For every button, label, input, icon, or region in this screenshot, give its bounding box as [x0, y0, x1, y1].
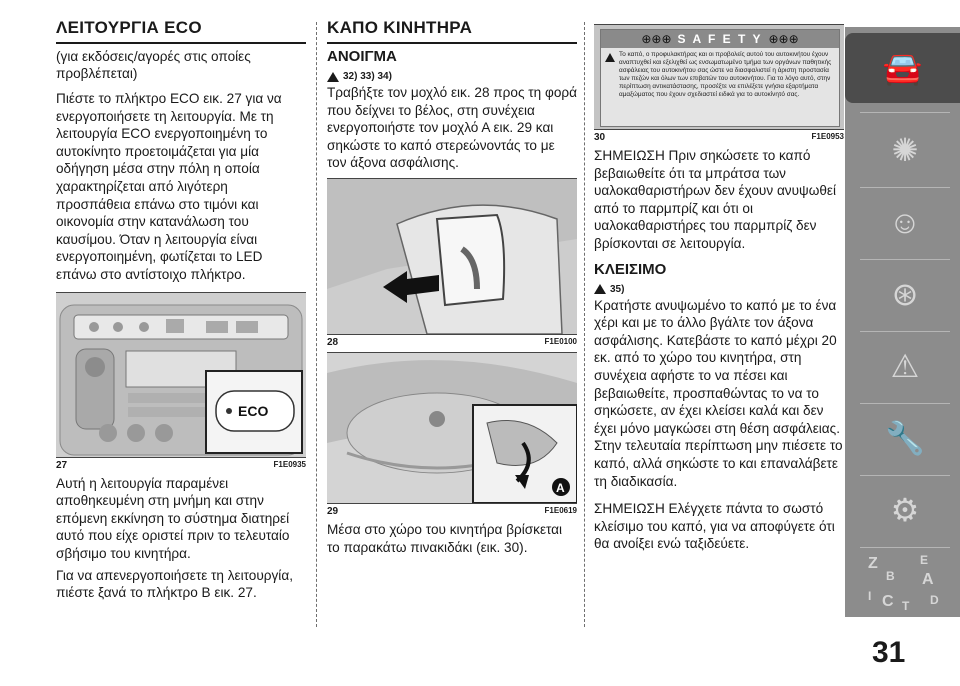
tab-technical-data[interactable]: [855, 475, 955, 545]
figure-code: F1E0935: [273, 459, 306, 469]
airbag-icon: ☺: [888, 203, 922, 240]
wrench-icon: 🔧: [885, 420, 925, 456]
svg-text:C: C: [882, 593, 894, 610]
safety-text: Το καπό, ο προφυλακτήρας και οι προβολείς αυτού του αυτοκινήτου έχουν αναπτυχθεί και εξελιχθεί ως ενσωματωμένο τμήμα των οργάνων παθητικής ασφάλειας του αυτοκινήτου σας ώστε να διασφαλιστεί η άριστη προστασία των πεζών και όλων των επιβατών του αυτοκινήτου. Για το λόγο αυτό, στην περίπτωση αντικατάστασης, προσέξτε να επιλέξετε γνήσια εξαρτήματα αμαξώματος που έχουν σχεδιαστεί ειδικά για το αυτοκίνητό σας.: [619, 51, 832, 98]
figure-number: 29: [327, 505, 339, 517]
eco-paragraph-1: Πιέστε το πλήκτρο ECO εικ. 27 για να ενεργοποιήσετε τη λειτουργία. Με τη λειτουργία ECO ενεργοποιημένη το αυτοκίνητο προετοιμάζεται για μία οδήγηση μέσα στην πόλη η οποία χαρακτηρίζεται από λιγότερη προσπάθεια επάνω στο τιμόνι και οικονομία στην κατανάλωση του καυσίμου. Όταν η λειτουργία είναι ενεργοποιημένη, φωτίζεται το LED επάνω στο αντίστοιχο πλήκτρο.: [56, 91, 282, 282]
tab-dashboard-lights[interactable]: [855, 115, 955, 185]
eco-paragraph-3: Για να απενεργοποιήσετε τη λειτουργία, πιέστε ξανά το πλήκτρο Β εικ. 27.: [56, 567, 293, 601]
column-divider: [316, 22, 317, 627]
tab-maintenance[interactable]: [855, 403, 955, 473]
figure-number: 27: [56, 459, 68, 471]
target-icon: ⊕⊕⊕: [768, 32, 799, 46]
closing-note-2: ΣΗΜΕΙΩΣΗ Ελέγχετε πάντα το σωστό κλείσιμο του καπό, για να αποφύγετε ότι θα ανοίξει ενώ ταξιδεύετε.: [594, 501, 835, 552]
chapter-sidebar: [845, 27, 960, 617]
figure-27-caption: [56, 460, 306, 471]
tab-emergency[interactable]: [855, 331, 955, 401]
tab-safety[interactable]: [855, 187, 955, 257]
eco-subtitle: (για εκδόσεις/αγορές στις οποίες προβλέπεται): [56, 49, 251, 81]
figure-code: F1E0619: [544, 505, 577, 515]
label-paragraph: Μέσα στο χώρο του κινητήρα βρίσκεται το παρακάτω πινακιδάκι (εικ. 30).: [327, 521, 563, 555]
warning-lights-icon: ✺: [891, 132, 919, 168]
svg-text:A: A: [922, 571, 934, 588]
column-bonnet: [327, 18, 577, 560]
figure-29: [327, 352, 577, 504]
figure-number: 28: [327, 336, 339, 348]
warning-triangle-icon: [605, 51, 615, 99]
bonnet-latch-illustration: [327, 353, 577, 503]
svg-text:I: I: [868, 589, 872, 603]
page-number: 31: [872, 636, 906, 669]
figure-29-caption: [327, 506, 577, 517]
latch-label: A: [556, 480, 565, 495]
opening-paragraph: Τραβήξτε τον μοχλό εικ. 28 προς τη φορά που δείχνει το βέλος, στη συνέχεια ενεργοποιήστε τον μοχλό Α εικ. 29 και σηκώστε το καπό στερεώνοντάς το με τον άξονα ασφάλισης.: [327, 85, 577, 171]
target-icon: ⊕⊕⊕: [641, 32, 672, 46]
reference-numbers: 32) 33) 34): [343, 71, 392, 82]
warning-triangle-icon: [594, 284, 606, 294]
figure-27: [56, 292, 306, 458]
safety-heading: S A F E T Y: [677, 32, 763, 46]
eco-paragraph-2: Αυτή η λειτουργία παραμένει αποθηκευμένη στη μνήμη και στην επόμενη εκκίνηση το σύστημα διατηρεί αυτό που είχε οριστεί πριν το τελευταίο σβήσιμο του κινητήρα.: [56, 475, 290, 561]
tab-driving[interactable]: [855, 259, 955, 329]
section-closing: ΚΛΕΙΣΙΜΟ: [594, 260, 667, 278]
column-closing: [594, 18, 844, 557]
warning-references: [327, 71, 577, 82]
column-divider: [584, 22, 585, 627]
index-letters-icon: [860, 550, 950, 614]
figure-28-caption: [327, 337, 577, 348]
svg-text:T: T: [902, 599, 910, 613]
steering-wheel-icon: ⊛: [891, 276, 919, 312]
section-title-bonnet: ΚΑΠΟ ΚΙΝΗΤΗΡΑ: [327, 18, 577, 44]
figure-number: 30: [594, 132, 606, 143]
figure-30: [594, 24, 844, 130]
svg-text:Z: Z: [868, 555, 878, 572]
figure-30-caption: [594, 132, 844, 143]
tab-car-info[interactable]: [845, 33, 960, 103]
svg-text:E: E: [920, 553, 929, 567]
figure-code: F1E0953: [811, 132, 844, 141]
section-title-eco: ΛΕΙΤΟΥΡΓΙΑ ECO: [56, 18, 306, 44]
svg-text:B: B: [886, 569, 895, 583]
closing-note-1: ΣΗΜΕΙΩΣΗ Πριν σηκώσετε το καπό βεβαιωθείτε ότι τα μπράτσα των υαλοκαθαριστήρων δεν έχουν ανυψωθεί από το παρμπρίζ και ότι οι υαλοκαθαριστήρες του παρμπρίζ δεν βρίσκονται σε λειτουργία.: [594, 148, 836, 251]
warning-references: [594, 284, 844, 295]
warning-triangle-icon: [327, 72, 339, 82]
reference-numbers: 35): [610, 283, 625, 295]
gauges-icon: ⚙: [890, 492, 920, 528]
closing-paragraph: Κρατήστε ανυψωμένο το καπό με το ένα χέρι και με το άλλο βγάλτε τον άξονα ασφάλισης. Κατεβάστε το καπό μέχρι 20 εκ. από το χώρο του κινητήρα, στη συνέχεια αφήστε το να πέσει και βεβαιωθείτε, προσπαθώντας το να το σηκώσετε, αν έχει κλείσει καλά και δεν έχει μόνο μαγκώσει στη θέση ασφάλειας. Στην τελευταία περίπτωση μην πιέσετε το καπό, αλλά σηκώστε το και επαναλάβετε τη διαδικασία.: [594, 297, 843, 489]
eco-key-label: ECO: [238, 402, 269, 419]
figure-28: [327, 178, 577, 335]
radio-panel-illustration: [56, 293, 306, 457]
tab-index[interactable]: [855, 547, 955, 617]
section-opening: ΑΝΟΙΓΜΑ: [327, 48, 397, 65]
car-info-icon: 🚘: [882, 50, 923, 86]
warning-car-icon: ⚠: [890, 348, 920, 384]
column-eco: [56, 18, 306, 606]
figure-code: F1E0100: [544, 336, 577, 346]
bonnet-lever-illustration: [327, 179, 577, 334]
safety-label: [600, 29, 840, 127]
svg-text:D: D: [930, 593, 939, 607]
